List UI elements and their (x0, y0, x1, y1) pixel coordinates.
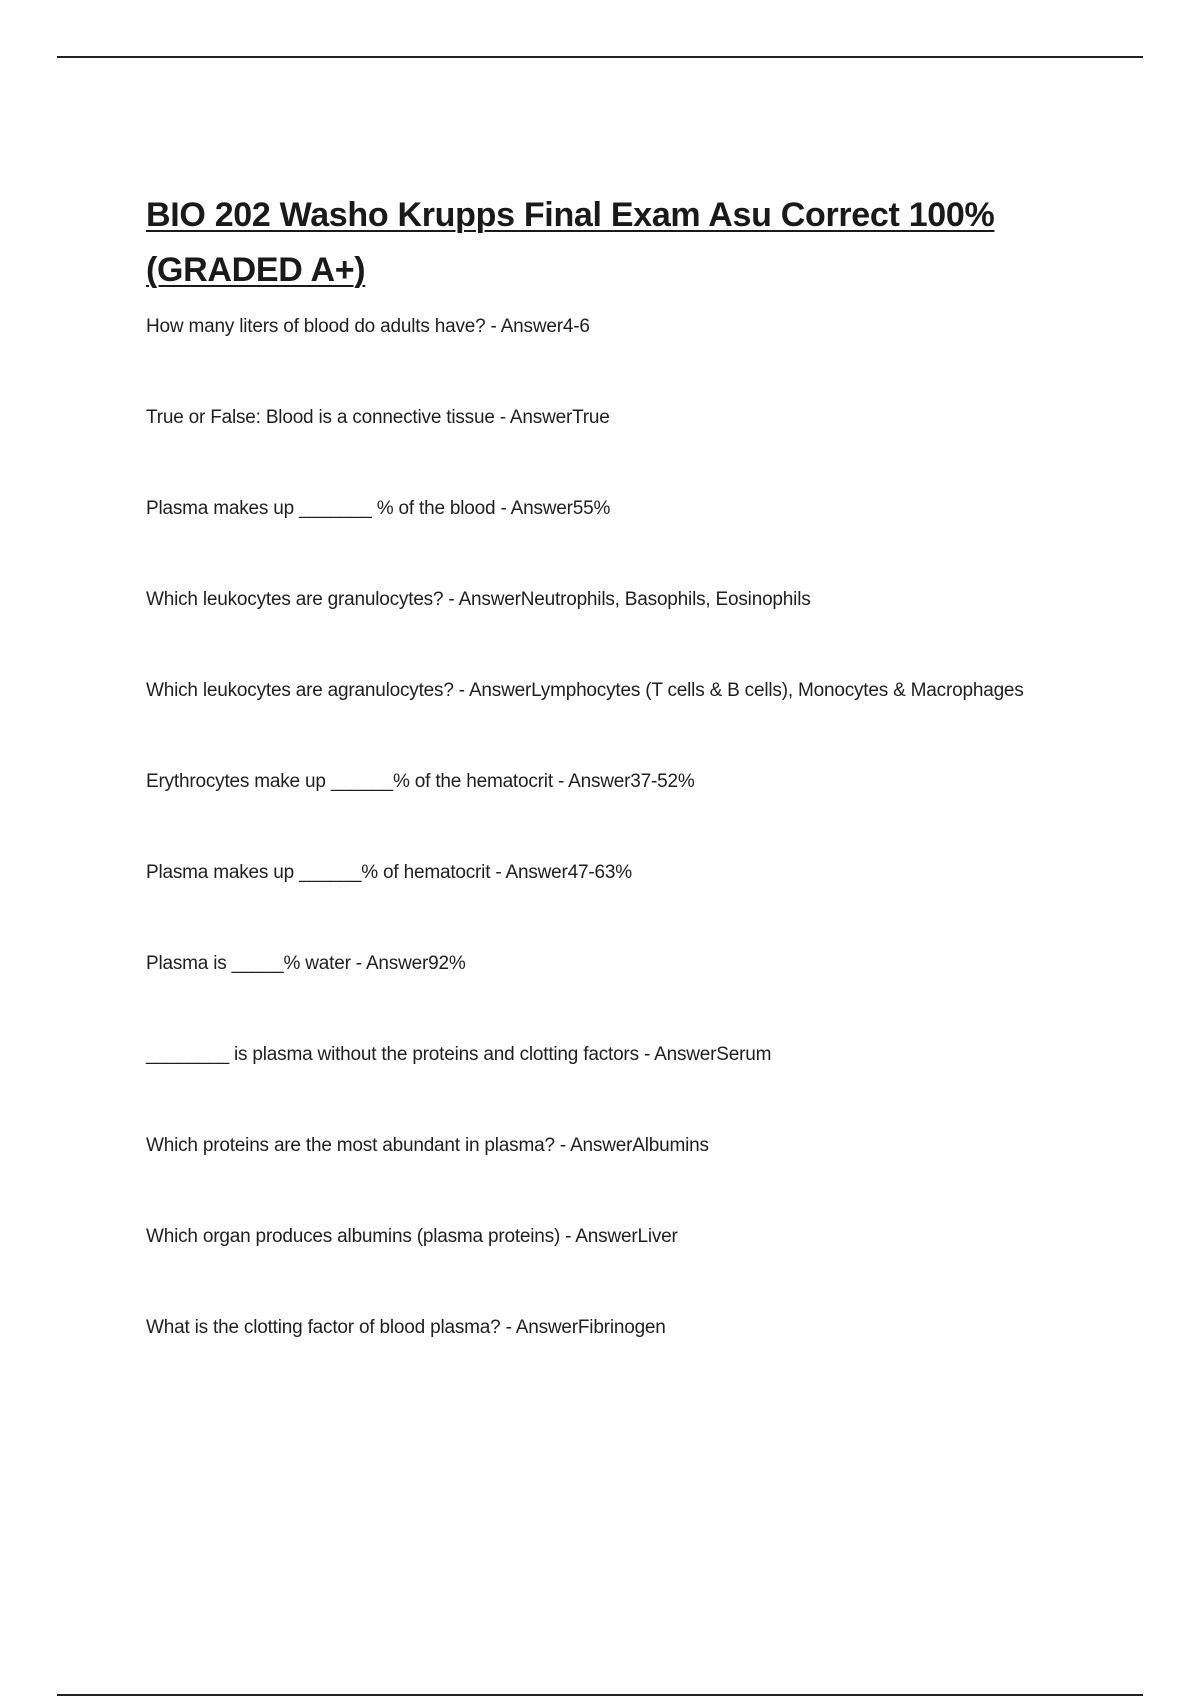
qa-item-3: Plasma makes up _______ % of the blood - Answer55% (146, 498, 611, 519)
qa-item-1: How many liters of blood do adults have? - Answer4-6 (146, 316, 590, 337)
footer-rule (57, 1694, 1143, 1696)
qa-item-12: What is the clotting factor of blood plasma? - AnswerFibrinogen (146, 1317, 666, 1338)
document-title: BIO 202 Washo Krupps Final Exam Asu Correct 100% (GRADED A+) (146, 196, 995, 289)
qa-item-6: Erythrocytes make up ______% of the hematocrit - Answer37-52% (146, 771, 695, 792)
qa-item-11: Which organ produces albumins (plasma proteins) - AnswerLiver (146, 1226, 678, 1247)
header-rule (57, 56, 1143, 58)
qa-item-7: Plasma makes up ______% of hematocrit - Answer47-63% (146, 862, 632, 883)
qa-item-10: Which proteins are the most abundant in plasma? - AnswerAlbumins (146, 1135, 709, 1156)
qa-item-8: Plasma is _____% water - Answer92% (146, 953, 466, 974)
qa-item-2: True or False: Blood is a connective tissue - AnswerTrue (146, 407, 610, 428)
qa-item-4: Which leukocytes are granulocytes? - AnswerNeutrophils, Basophils, Eosinophils (146, 589, 811, 610)
question-answer-list (146, 312, 1026, 1343)
qa-item-9: ________ is plasma without the proteins and clotting factors - AnswerSerum (146, 1044, 772, 1065)
qa-item-5: Which leukocytes are agranulocytes? - AnswerLymphocytes (T cells & B cells), Monocytes & Macrophages (146, 680, 1024, 701)
